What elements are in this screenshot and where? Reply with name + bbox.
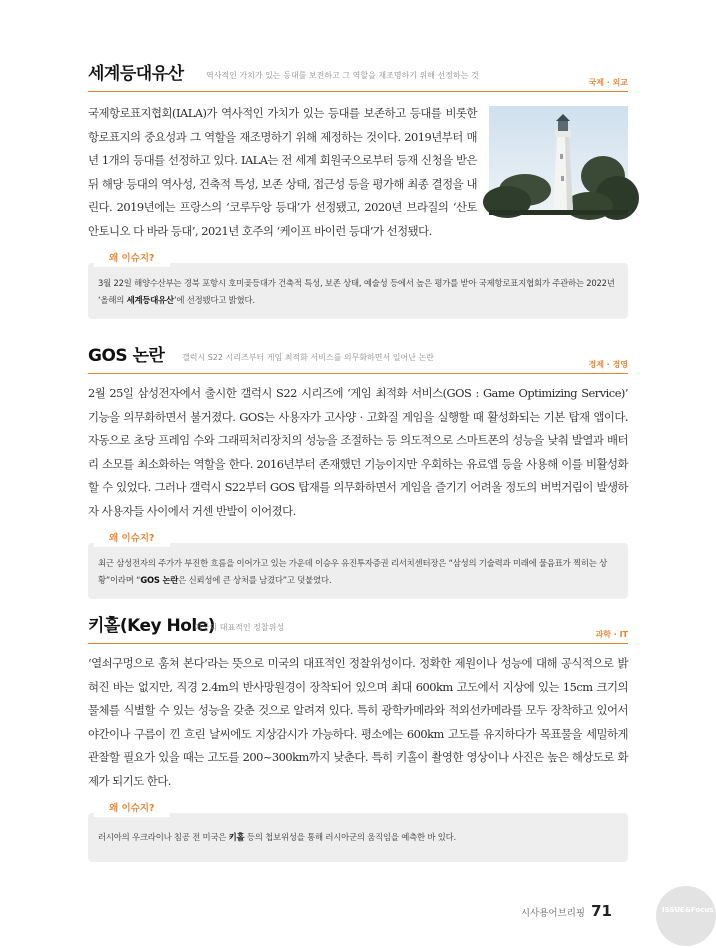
section-key-hole [88, 614, 628, 862]
issue-text: 최근 삼성전자의 주가가 부진한 흐름을 이어가고 있는 가운데 이승우 유진투자증권 리서치센터장은 “삼성의 기술력과 미래에 물음표가 찍히는 상황”이라며 “ [98, 558, 608, 585]
category-tag: 경제 · 경영 [588, 360, 628, 369]
section-subtitle: 역사적인 가치가 있는 등대를 보전하고 그 역할을 재조명하기 위해 선정하는 것 [206, 71, 479, 80]
section-gos-controversy [88, 344, 628, 599]
issue-text-end: 등의 첩보위성을 통해 러시아군의 움직임을 예측한 바 있다. [244, 832, 456, 842]
page-footer [521, 902, 612, 920]
section-title: GOS 논란 [88, 346, 165, 366]
issue-text-end: 은 신뢰성에 큰 상처를 남겼다”고 덧붙였다. [178, 575, 332, 585]
deco-text: ISSUE&Focus [662, 906, 714, 914]
section-header [88, 62, 628, 92]
header-rule [88, 643, 628, 645]
page-number: 71 [591, 902, 612, 920]
corner-decoration [640, 878, 714, 948]
issue-label: 왜 이슈지? [94, 795, 170, 817]
issue-box [88, 543, 628, 599]
issue-keyword: 키홀 [228, 832, 245, 842]
section-title: 세계등대유산 [88, 64, 184, 84]
section-paragraph: 국제항로표지협회(IALA)가 역사적인 가치가 있는 등대를 보존하고 등대를 비롯한 항로표지의 중요성과 그 역할을 재조명하기 위해 제정하는 것이다. 2019년부터 매년 1개의 등대를 선정하고 있다. IALA는 전 세계 회원국으로부터 등재 신청을 받은 뒤 해당 등대의 역사성, 건축적 특성, 보존 상태, 접근성 등을 평가해 최종 결정을 내린다. 2019년에는 프랑스의 ‘코루두앙 등대’가 선정됐고, 2020년 브라질의 ‘산토 안토니오 다 바라 등대’, 2021년 호주의 ‘케이프 바이런 등대’가 선정됐다. [88, 106, 477, 238]
issue-text-end: ’에 선정됐다고 밝혔다. [173, 295, 255, 305]
section-subtitle: 갤럭시 S22 시리즈부터 게임 최적화 서비스를 의무화하면서 일어난 논란 [182, 353, 434, 362]
issue-box [88, 813, 628, 862]
issue-keyword: 세계등대유산 [126, 295, 174, 305]
section-header [88, 344, 628, 374]
section-title: 키홀(Key Hole) [88, 616, 216, 636]
header-rule [88, 91, 628, 93]
section-paragraph: ‘열쇠구멍으로 훔쳐 본다’라는 뜻으로 미국의 대표적인 정찰위성이다. 정확한 제원이나 성능에 대해 공식적으로 밝혀진 바는 없지만, 직경 2.4m의 반사망원경이 장착되어 있으며 최대 600km 고도에서 지상에 있는 15cm 크기의 물체를 식별할 수 있는 성능을 갖춘 것으로 알려져 있다. 특히 광학카메라와 적외선카메라를 모두 장착하고 있어서 야간이나 구름이 낀 흐린 날씨에도 지상감시가 가능하다. 평소에는 600km 고도를 유지하다가 목표물을 세밀하게 관찰할 필요가 있을 때는 고도를 200~300km까지 낮춘다. 특히 키홀이 촬영한 영상이나 사진은 높은 해상도로 화제가 되기도 한다. [88, 656, 628, 788]
lighthouse-photo [489, 106, 628, 215]
issue-block [88, 525, 628, 599]
section-world-lighthouse-heritage [88, 62, 628, 319]
header-rule [88, 373, 628, 375]
section-paragraph: 2월 25일 삼성전자에서 출시한 갤럭시 S22 시리즈에 ‘게임 최적화 서비스(GOS : Game Optimizing Service)’ 기능을 의무화하면서 불거졌다. GOS는 사용자가 고사양 · 고화질 게임을 실행할 때 활성화되는 기본 탑재 앱이다. 자동으로 초당 프레임 수와 그래픽처리장치의 성능을 조절하는 등 의도적으로 스마트폰의 성능을 낮춰 발열과 배터리 소모를 최소화하는 역할을 한다. 2016년부터 존재했던 기능이지만 우회하는 유료앱 등을 사용해 이를 비활성화할 수 있었다. 그러나 갤럭시 S22부터 GOS 탑재를 의무화하면서 게임을 즐기기 어려울 정도의 버벅거림이 발생하자 사용자들 사이에서 거센 반발이 이어졌다. [88, 386, 628, 518]
category-tag: 국제 · 외교 [588, 78, 628, 87]
issue-text: 러시아의 우크라이나 침공 전 미국은 [98, 832, 229, 842]
category-tag: 과학 · IT [595, 630, 628, 639]
issue-box [88, 263, 628, 319]
footer-label: 시사용어브리핑 [520, 908, 586, 919]
issue-label: 왜 이슈지? [94, 525, 170, 547]
section-subtitle: 미국의 대표적인 정찰위성 [194, 623, 285, 632]
issue-label: 왜 이슈지? [94, 245, 170, 267]
issue-block [88, 795, 628, 862]
issue-keyword: GOS 논란 [140, 575, 179, 585]
deco-circle [656, 886, 716, 946]
section-header [88, 614, 628, 644]
issue-text: 3월 22일 해양수산부는 경북 포항시 호미곶등대가 건축적 특성, 보존 상태, 예술성 등에서 높은 평가를 받아 국제항로표지협회가 주관하는 2022년 ‘올해의 [98, 278, 615, 305]
issue-block [88, 245, 628, 319]
